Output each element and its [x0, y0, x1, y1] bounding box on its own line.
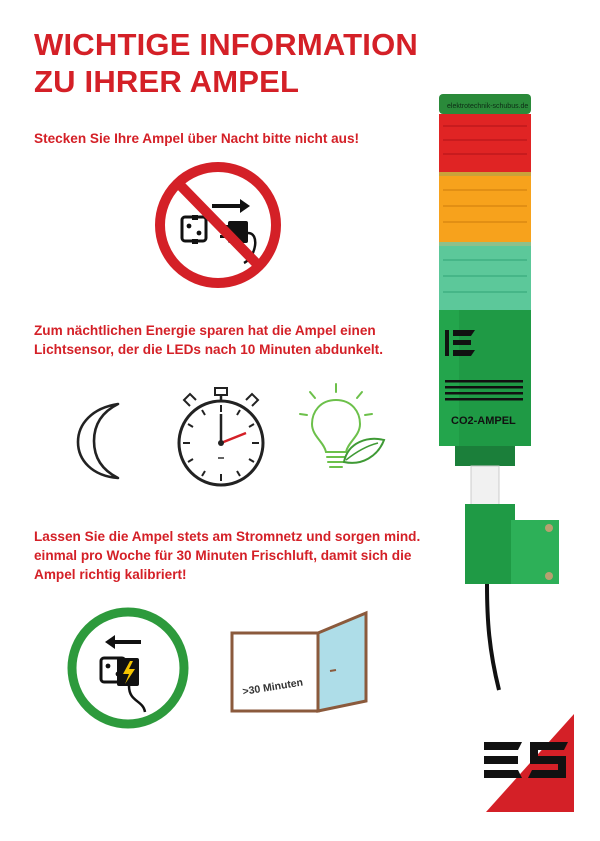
moon-icon	[72, 400, 134, 482]
instruction-fresh-air: Lassen Sie die Ampel stets am Stromnetz und sorgen mind. einmal pro Woche für 30 Minuten Frischluft, damit sich die Ampel richtig kalibriert!	[34, 529, 421, 582]
plug-in-icon	[63, 606, 193, 730]
stopwatch-icon	[170, 386, 272, 488]
window-sign-text: >30 Minuten	[241, 676, 304, 698]
es-logo	[478, 712, 578, 822]
no-unplug-icon	[152, 159, 284, 291]
ampel-top-label: elektrotechnik-schubus.de	[447, 103, 529, 110]
page-title: WICHTIGE INFORMATION ZU IHRER AMPEL	[34, 27, 418, 99]
ampel-figure	[425, 90, 575, 700]
instruction-no-unplug: Stecken Sie Ihre Ampel über Nacht bitte nicht aus!	[34, 131, 360, 146]
bulb-leaf-icon	[296, 382, 388, 480]
open-window-icon	[228, 607, 380, 717]
ampel-device-label: CO2-AMPEL	[451, 415, 516, 427]
instruction-light-sensor: Zum nächtlichen Energie sparen hat die Ampel einen Lichtsensor, der die LEDs nach 10 Minuten abdunkelt.	[34, 323, 383, 357]
